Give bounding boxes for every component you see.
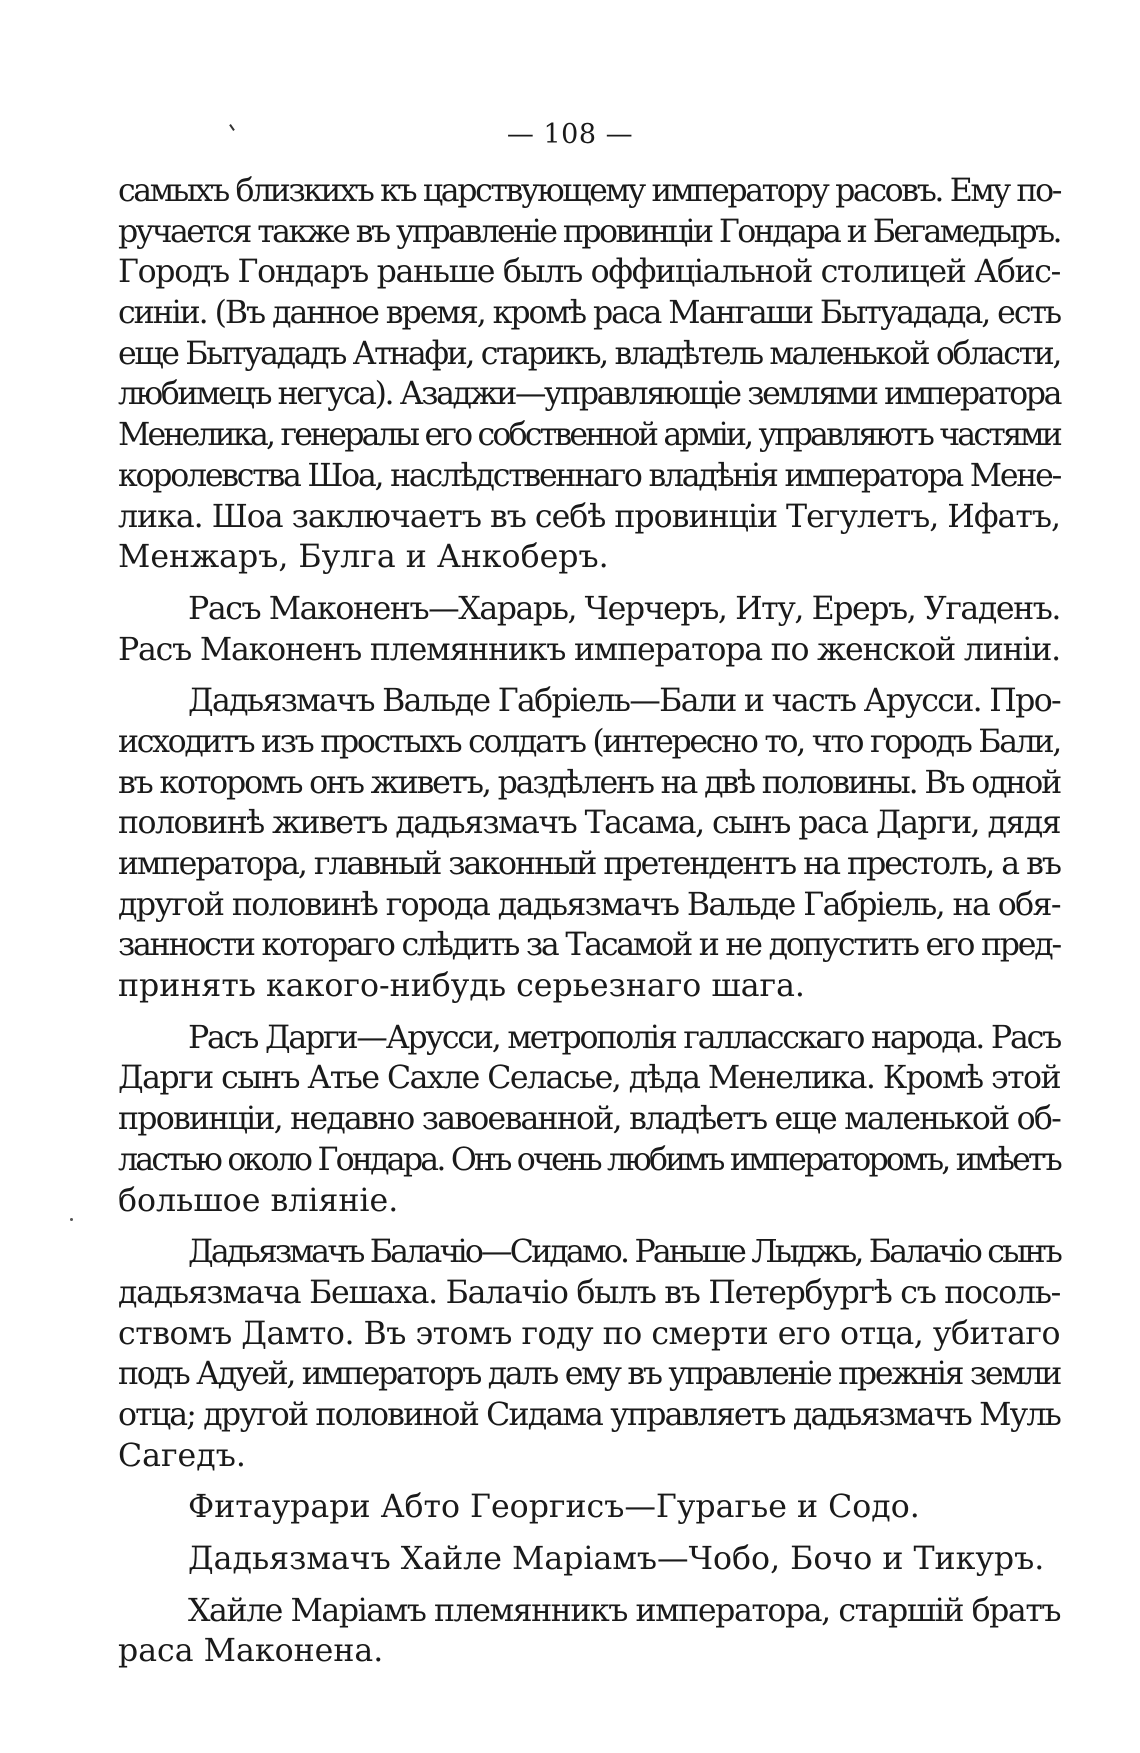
text-line: любимецъ негуса). Азаджи—управляющіе землями императора	[118, 376, 1061, 413]
text-line: принять какого-нибудь серьезнаго шага.	[118, 968, 805, 1005]
text-line: Дарги сынъ Атье Сахле Селасье, дѣда Менелика. Кромѣ этой	[118, 1060, 1061, 1097]
text-line: императора, главный законный претендентъ на престолъ, а въ	[118, 846, 1060, 882]
text-line: Расъ Маконенъ—Харарь, Черчеръ, Иту, Ереръ, Угаденъ.	[188, 590, 1060, 627]
page-number: — 108 —	[506, 119, 634, 150]
text-line: подъ Адуей, императоръ далъ ему въ управленіе прежнія земли	[118, 1356, 1060, 1393]
text-line: половинѣ живетъ дадьязмачъ Тасама, сынъ раса Дарги, дядя	[118, 805, 1061, 842]
text-line: въ которомъ онъ живетъ, раздѣленъ на двѣ половины. Въ одной	[118, 764, 1060, 801]
text-line: синіи. (Въ данное время, кромѣ раса Мангаши Бытуадада, есть	[118, 295, 1061, 332]
text-line: Дадьязмачъ Хайле Маріамъ—Чобо, Бочо и Тикуръ.	[188, 1541, 1045, 1577]
text-line: большое вліяніе.	[118, 1182, 399, 1219]
text-line: ствомъ Дамто. Въ этомъ году по смерти его отца, убитаго	[118, 1315, 1061, 1352]
text-body	[118, 171, 1060, 1683]
text-line: провинціи, недавно завоеванной, владѣетъ еще маленькой об-	[118, 1101, 1061, 1138]
text-line: Дадьязмачъ Вальде Габріель—Бали и часть Арусси. Про-	[188, 683, 1060, 720]
text-line: королевства Шоа, наслѣдственнаго владѣнія императора Мене-	[118, 457, 1060, 494]
text-line: исходитъ изъ простыхъ солдатъ (интересно то, что городъ Бали,	[118, 723, 1060, 760]
text-line: самыхъ близкихъ къ царствующему императору расовъ. Ему по-	[118, 173, 1061, 209]
text-line: ручается также въ управленіе провинціи Гондара и Бегамедыръ.	[118, 213, 1061, 250]
text-line: Менжаръ, Булга и Анкоберъ.	[118, 539, 609, 576]
paragraph-rasy-azazhi	[118, 171, 1060, 578]
paper-speck	[70, 1218, 73, 1221]
text-line: Хайле Маріамъ племянникъ императора, старшій братъ	[188, 1592, 1061, 1629]
paragraph-abto-georgis	[118, 1487, 1060, 1528]
paragraph-haile-mariam-nephew	[118, 1591, 1060, 1672]
text-line: Расъ Маконенъ племянникъ императора по женской линіи.	[118, 631, 1060, 668]
text-line: Дадьязмачъ Балачіо—Сидамо. Раньше Лыджь, Балачіо сынъ	[188, 1234, 1060, 1271]
paragraph-ras-dargi	[118, 1018, 1060, 1221]
paragraph-balachio	[118, 1232, 1060, 1476]
text-line: другой половинѣ города дадьязмачъ Вальде Габріель, на обя-	[118, 886, 1060, 923]
paragraph-valde-gabriel	[118, 681, 1060, 1007]
text-line: ластью около Гондара. Онъ очень любимъ императоромъ, имѣетъ	[118, 1141, 1060, 1178]
text-line: занности котораго слѣдить за Тасамой и не допустить его пред-	[118, 927, 1060, 964]
text-line: отца; другой половиной Сидама управляетъ дадьязмачъ Муль	[118, 1396, 1060, 1433]
text-line: еще Бытуададъ Атнафи, старикъ, владѣтель маленькой области,	[118, 335, 1060, 372]
text-line: Расъ Дарги—Арусси, метрополія галласскаго народа. Расъ	[188, 1019, 1060, 1056]
text-line: Городъ Гондаръ раньше былъ оффиціальной столицей Абис-	[118, 254, 1060, 291]
text-line: раса Маконена.	[118, 1633, 384, 1670]
paragraph-ras-makonen	[118, 589, 1060, 670]
text-line: Фитаурари Абто Георгисъ—Гурагье и Содо.	[188, 1489, 920, 1526]
text-line: Менелика, генералы его собственной арміи, управляютъ частями	[118, 417, 1060, 454]
paragraph-haile-mariam	[118, 1539, 1060, 1580]
text-line: Сагедъ.	[118, 1437, 246, 1474]
text-line: лика. Шоа заключаетъ въ себѣ провинціи Тегулетъ, Ифатъ,	[118, 498, 1060, 535]
text-line: дадьязмача Бешаха. Балачіо былъ въ Петербургѣ съ посоль-	[118, 1274, 1060, 1311]
